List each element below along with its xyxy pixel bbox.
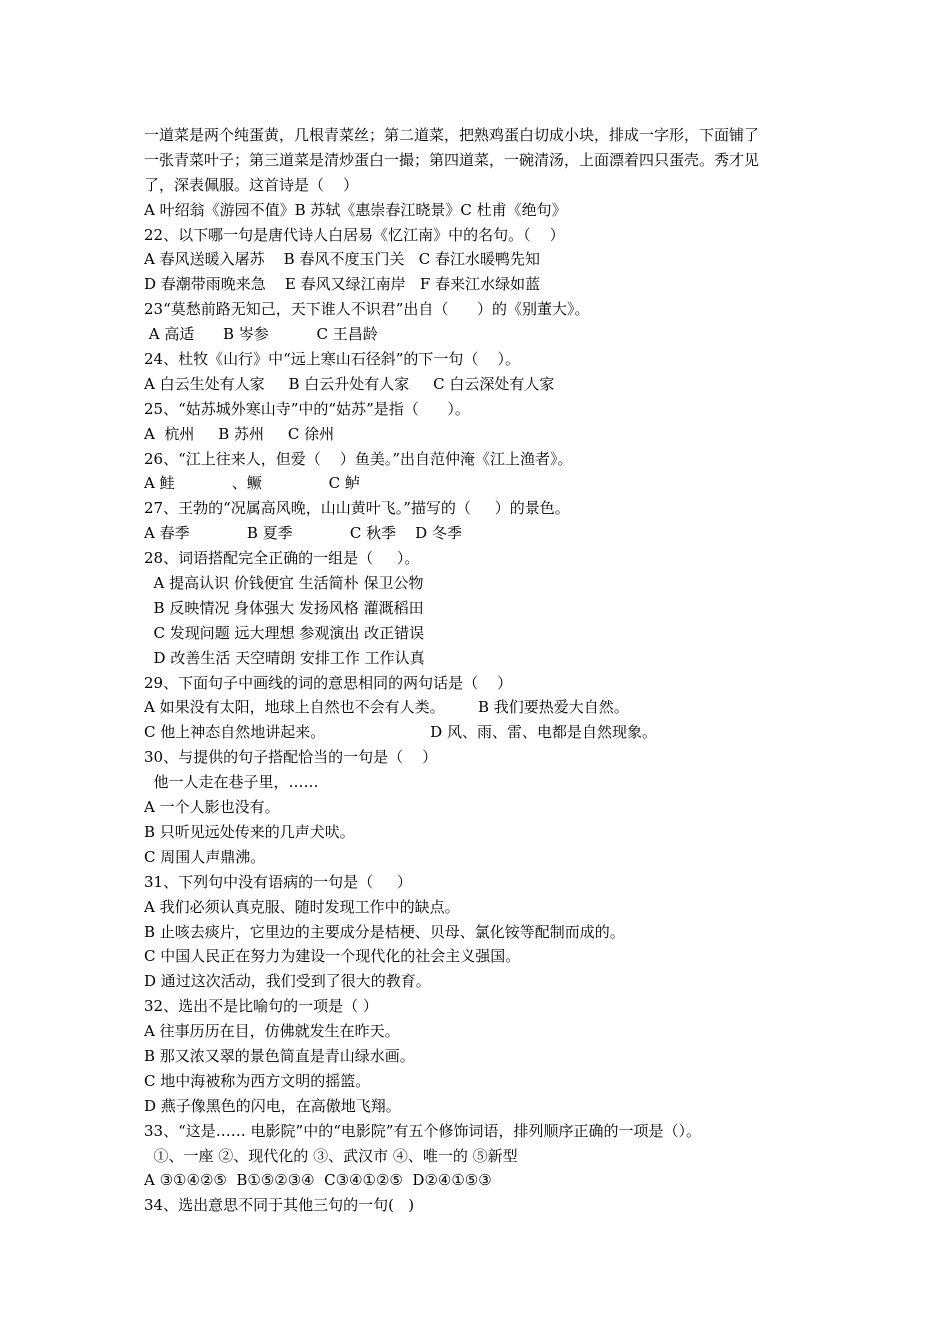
option-line: A 如果没有太阳，地球上自然也不会有人类。 B 我们要热爱大自然。 — [144, 698, 629, 717]
option-line: A 春季 B 夏季 C 秋季 D 冬季 — [144, 524, 462, 543]
option-line: A 高适 B 岑参 C 王昌龄 — [144, 325, 378, 344]
option-line: D 燕子像黑色的闪电，在高傲地飞翔。 — [144, 1096, 401, 1115]
option-line: C 发现问题 远大理想 参观演出 改正错误 — [144, 623, 425, 642]
option-line: C 中国人民正在努力为建设一个现代化的社会主义强国。 — [144, 947, 521, 966]
question-30: 30、与提供的句子搭配恰当的一句是（ ） — [144, 748, 438, 767]
question-27: 27、王勃的“况属高风晚，山山黄叶飞。”描写的（ ）的景色。 — [144, 499, 570, 518]
text-line: 一张青菜叶子；第三道菜是清炒蛋白一撮；第四道菜，一碗清汤，上面漂着四只蛋壳。秀才见 — [144, 150, 760, 169]
option-line: A 杭州 B 苏州 C 徐州 — [144, 424, 335, 443]
prompt-sentence: 他一人走在巷子里，…… — [144, 773, 319, 792]
text-line: 一道菜是两个纯蛋黄，几根青菜丝；第二道菜，把熟鸡蛋白切成小块，排成一字形，下面铺了 — [144, 126, 760, 144]
text-line: 了，深表佩服。这首诗是（ ） — [144, 175, 359, 194]
question-26: 26、“江上往来人，但爱（ ）鱼美。”出自范仲淹《江上渔者》。 — [144, 449, 573, 468]
option-line: B 只听见远处传来的几声犬吠。 — [144, 822, 355, 841]
option-line: A ③①④②⑤ B①⑤②③④ C③④①②⑤ D②④①⑤③ — [144, 1171, 492, 1190]
question-23: 23“莫愁前路无知己，天下谁人不识君”出自（ ）的《别董大》。 — [144, 300, 590, 319]
option-line: D 通过这次活动，我们受到了很大的教育。 — [144, 972, 431, 991]
option-line: A 鲑 、鳜 C 鲈 — [144, 474, 360, 493]
question-32: 32、选出不是比喻句的一项是（ ） — [144, 997, 378, 1016]
option-line: B 反映情况 身体强大 发扬风格 灌溉稻田 — [144, 598, 424, 617]
question-28: 28、词语搭配完全正确的一组是（ ）。 — [144, 549, 420, 568]
option-line: B 止咳去痰片，它里边的主要成分是桔梗、贝母、氯化铵等配制而成的。 — [144, 922, 625, 941]
option-line: A 往事历历在目，仿佛就发生在昨天。 — [144, 1022, 400, 1041]
option-line: C 地中海被称为西方文明的摇篮。 — [144, 1071, 371, 1090]
question-34: 34、选出意思不同于其他三句的一句( ) — [144, 1196, 415, 1215]
question-29: 29、下面句子中画线的词的意思相同的两句话是（ ） — [144, 673, 513, 692]
option-line: A 春风送暖入屠苏 B 春风不度玉门关 C 春江水暖鸭先知 — [144, 250, 541, 269]
document-body — [144, 123, 814, 1218]
option-line: C 他上神态自然地讲起来。 D 风、雨、雷、电都是自然现象。 — [144, 723, 657, 742]
question-31: 31、下列句中没有语病的一句是（ ） — [144, 872, 412, 891]
question-25: 25、“姑苏城外寒山寺”中的“姑苏”是指（ ）。 — [144, 399, 470, 418]
option-line: A 我们必须认真克服、随时发现工作中的缺点。 — [144, 897, 460, 916]
option-line: A 提高认识 价钱便宜 生活简朴 保卫公物 — [144, 574, 424, 593]
option-line: D 春潮带雨晚来急 E 春风又绿江南岸 F 春来江水绿如蓝 — [144, 275, 541, 294]
question-24: 24、杜牧《山行》中“远上寒山石径斜”的下一句（ ）。 — [144, 350, 520, 369]
option-line: D 改善生活 天空晴朗 安排工作 工作认真 — [144, 648, 425, 667]
option-line: A 白云生处有人家 B 白云升处有人家 C 白云深处有人家 — [144, 374, 555, 393]
question-33: 33、“这是…… 电影院”中的“电影院”有五个修饰词语，排列顺序正确的一项是（）。 — [144, 1121, 702, 1140]
option-line: A 一个人影也没有。 — [144, 798, 280, 817]
option-line: C 周围人声鼎沸。 — [144, 847, 266, 866]
option-line: A 叶绍翁《游园不值》B 苏轼《惠崇春江晓景》C 杜甫《绝句》 — [144, 200, 567, 219]
option-line: B 那又浓又翠的景色简直是青山绿水画。 — [144, 1046, 415, 1065]
question-22: 22、以下哪一句是唐代诗人白居易《忆江南》中的名句。（ ） — [144, 225, 565, 244]
modifier-list: ①、一座 ②、现代化的 ③、武汉市 ④、唯一的 ⑤新型 — [144, 1146, 518, 1165]
